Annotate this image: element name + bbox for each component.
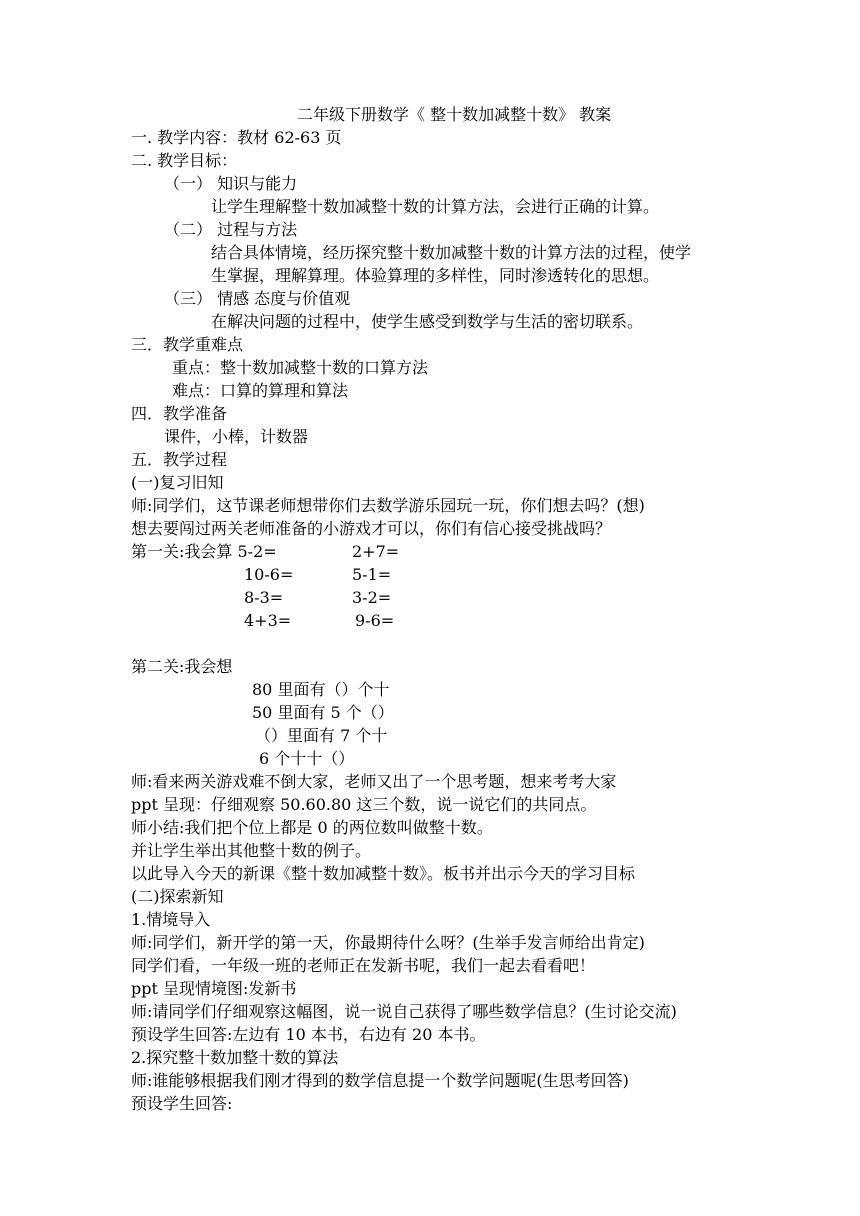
paragraph-line: 师:同学们，这节课老师想带你们去数学游乐园玩一玩，你们想去吗？(想) [131, 496, 645, 515]
exercise-item: 4+3= [244, 611, 292, 630]
exercise-item: 50 里面有 5 个（） [252, 703, 394, 722]
sub-heading: (二)探索新知 [131, 887, 224, 906]
exercise-heading: 第二关:我会想 [131, 657, 233, 676]
exercise-item: 3-2= [352, 588, 392, 607]
sub-heading: 1.情境导入 [131, 910, 211, 929]
section-heading: 五．教学过程 [131, 450, 228, 469]
section-heading: 四．教学准备 [131, 404, 228, 423]
exercise-item: 8-3= [244, 588, 284, 607]
paragraph-line: 课件，小棒，计数器 [164, 427, 309, 446]
exercise-item: 80 里面有（）个十 [252, 680, 390, 699]
sub-heading: （二） 过程与方法 [164, 220, 298, 239]
paragraph-line: 并让学生举出其他整十数的例子。 [131, 841, 372, 860]
exercise-item: 10-6= [244, 565, 294, 584]
exercise-item: 9-6= [355, 611, 395, 630]
paragraph-line: 师:看来两关游戏难不倒大家，老师又出了一个思考题，想来考考大家 [131, 772, 617, 791]
paragraph-line: 师:同学们，新开学的第一天，你最期待什么呀？(生举手发言师给出肯定) [131, 933, 645, 952]
sub-heading: 2.探究整十数加整十数的算法 [131, 1048, 339, 1067]
section-heading: 二. 教学目标： [131, 151, 238, 170]
paragraph-line: 师:谁能够根据我们刚才得到的数学信息提一个数学问题呢(生思考回答) [131, 1071, 629, 1090]
exercise-item: 第一关:我会算 5-2= [131, 542, 277, 561]
paragraph-line: 生掌握，理解算理。体验算理的多样性，同时渗透转化的思想。 [211, 266, 660, 285]
sub-heading: （三） 情感 态度与价值观 [164, 289, 351, 308]
exercise-item: 5-1= [352, 565, 392, 584]
exercise-item: 6 个十十（） [259, 749, 355, 768]
paragraph-line: 以此导入今天的新课《整十数加减整十数》。板书并出示今天的学习目标 [131, 864, 636, 883]
paragraph-line: 预设学生回答:左边有 10 本书，右边有 20 本书。 [131, 1025, 486, 1044]
paragraph-line: 预设学生回答: [131, 1094, 233, 1113]
paragraph-line: 想去要闯过两关老师准备的小游戏才可以，你们有信心接受挑战吗？ [131, 519, 612, 538]
paragraph-line: ppt 呈现：仔细观察 50.60.80 这三个数，说一说它们的共同点。 [131, 795, 597, 814]
paragraph-line: 在解决问题的过程中，使学生感受到数学与生活的密切联系。 [211, 312, 644, 331]
paragraph-line: 师:请同学们仔细观察这幅图，说一说自己获得了哪些数学信息？(生讨论交流) [131, 1002, 677, 1021]
paragraph-line: 同学们看，一年级一班的老师正在发新书呢，我们一起去看看吧！ [131, 956, 596, 975]
paragraph-line: 结合具体情境，经历探究整十数加减整十数的计算方法的过程，使学 [211, 243, 692, 262]
document-title: 二年级下册数学《 整十数加减整十数》 教案 [297, 105, 612, 124]
sub-heading: (一)复习旧知 [131, 473, 224, 492]
paragraph-line: 难点：口算的算理和算法 [172, 381, 349, 400]
paragraph-line: 让学生理解整十数加减整十数的计算方法，会进行正确的计算。 [211, 197, 660, 216]
paragraph-line: 师小结:我们把个位上都是 0 的两位数叫做整十数。 [131, 818, 493, 837]
exercise-item: 2+7= [352, 542, 400, 561]
section-heading: 三．教学重难点 [131, 335, 244, 354]
section-heading: 一. 教学内容：教材 62-63 页 [131, 128, 342, 147]
sub-heading: （一） 知识与能力 [164, 174, 298, 193]
paragraph-line: 重点：整十数加减整十数的口算方法 [172, 358, 429, 377]
paragraph-line: ppt 呈现情境图:发新书 [131, 979, 297, 998]
exercise-item: （）里面有 7 个十 [255, 726, 388, 745]
